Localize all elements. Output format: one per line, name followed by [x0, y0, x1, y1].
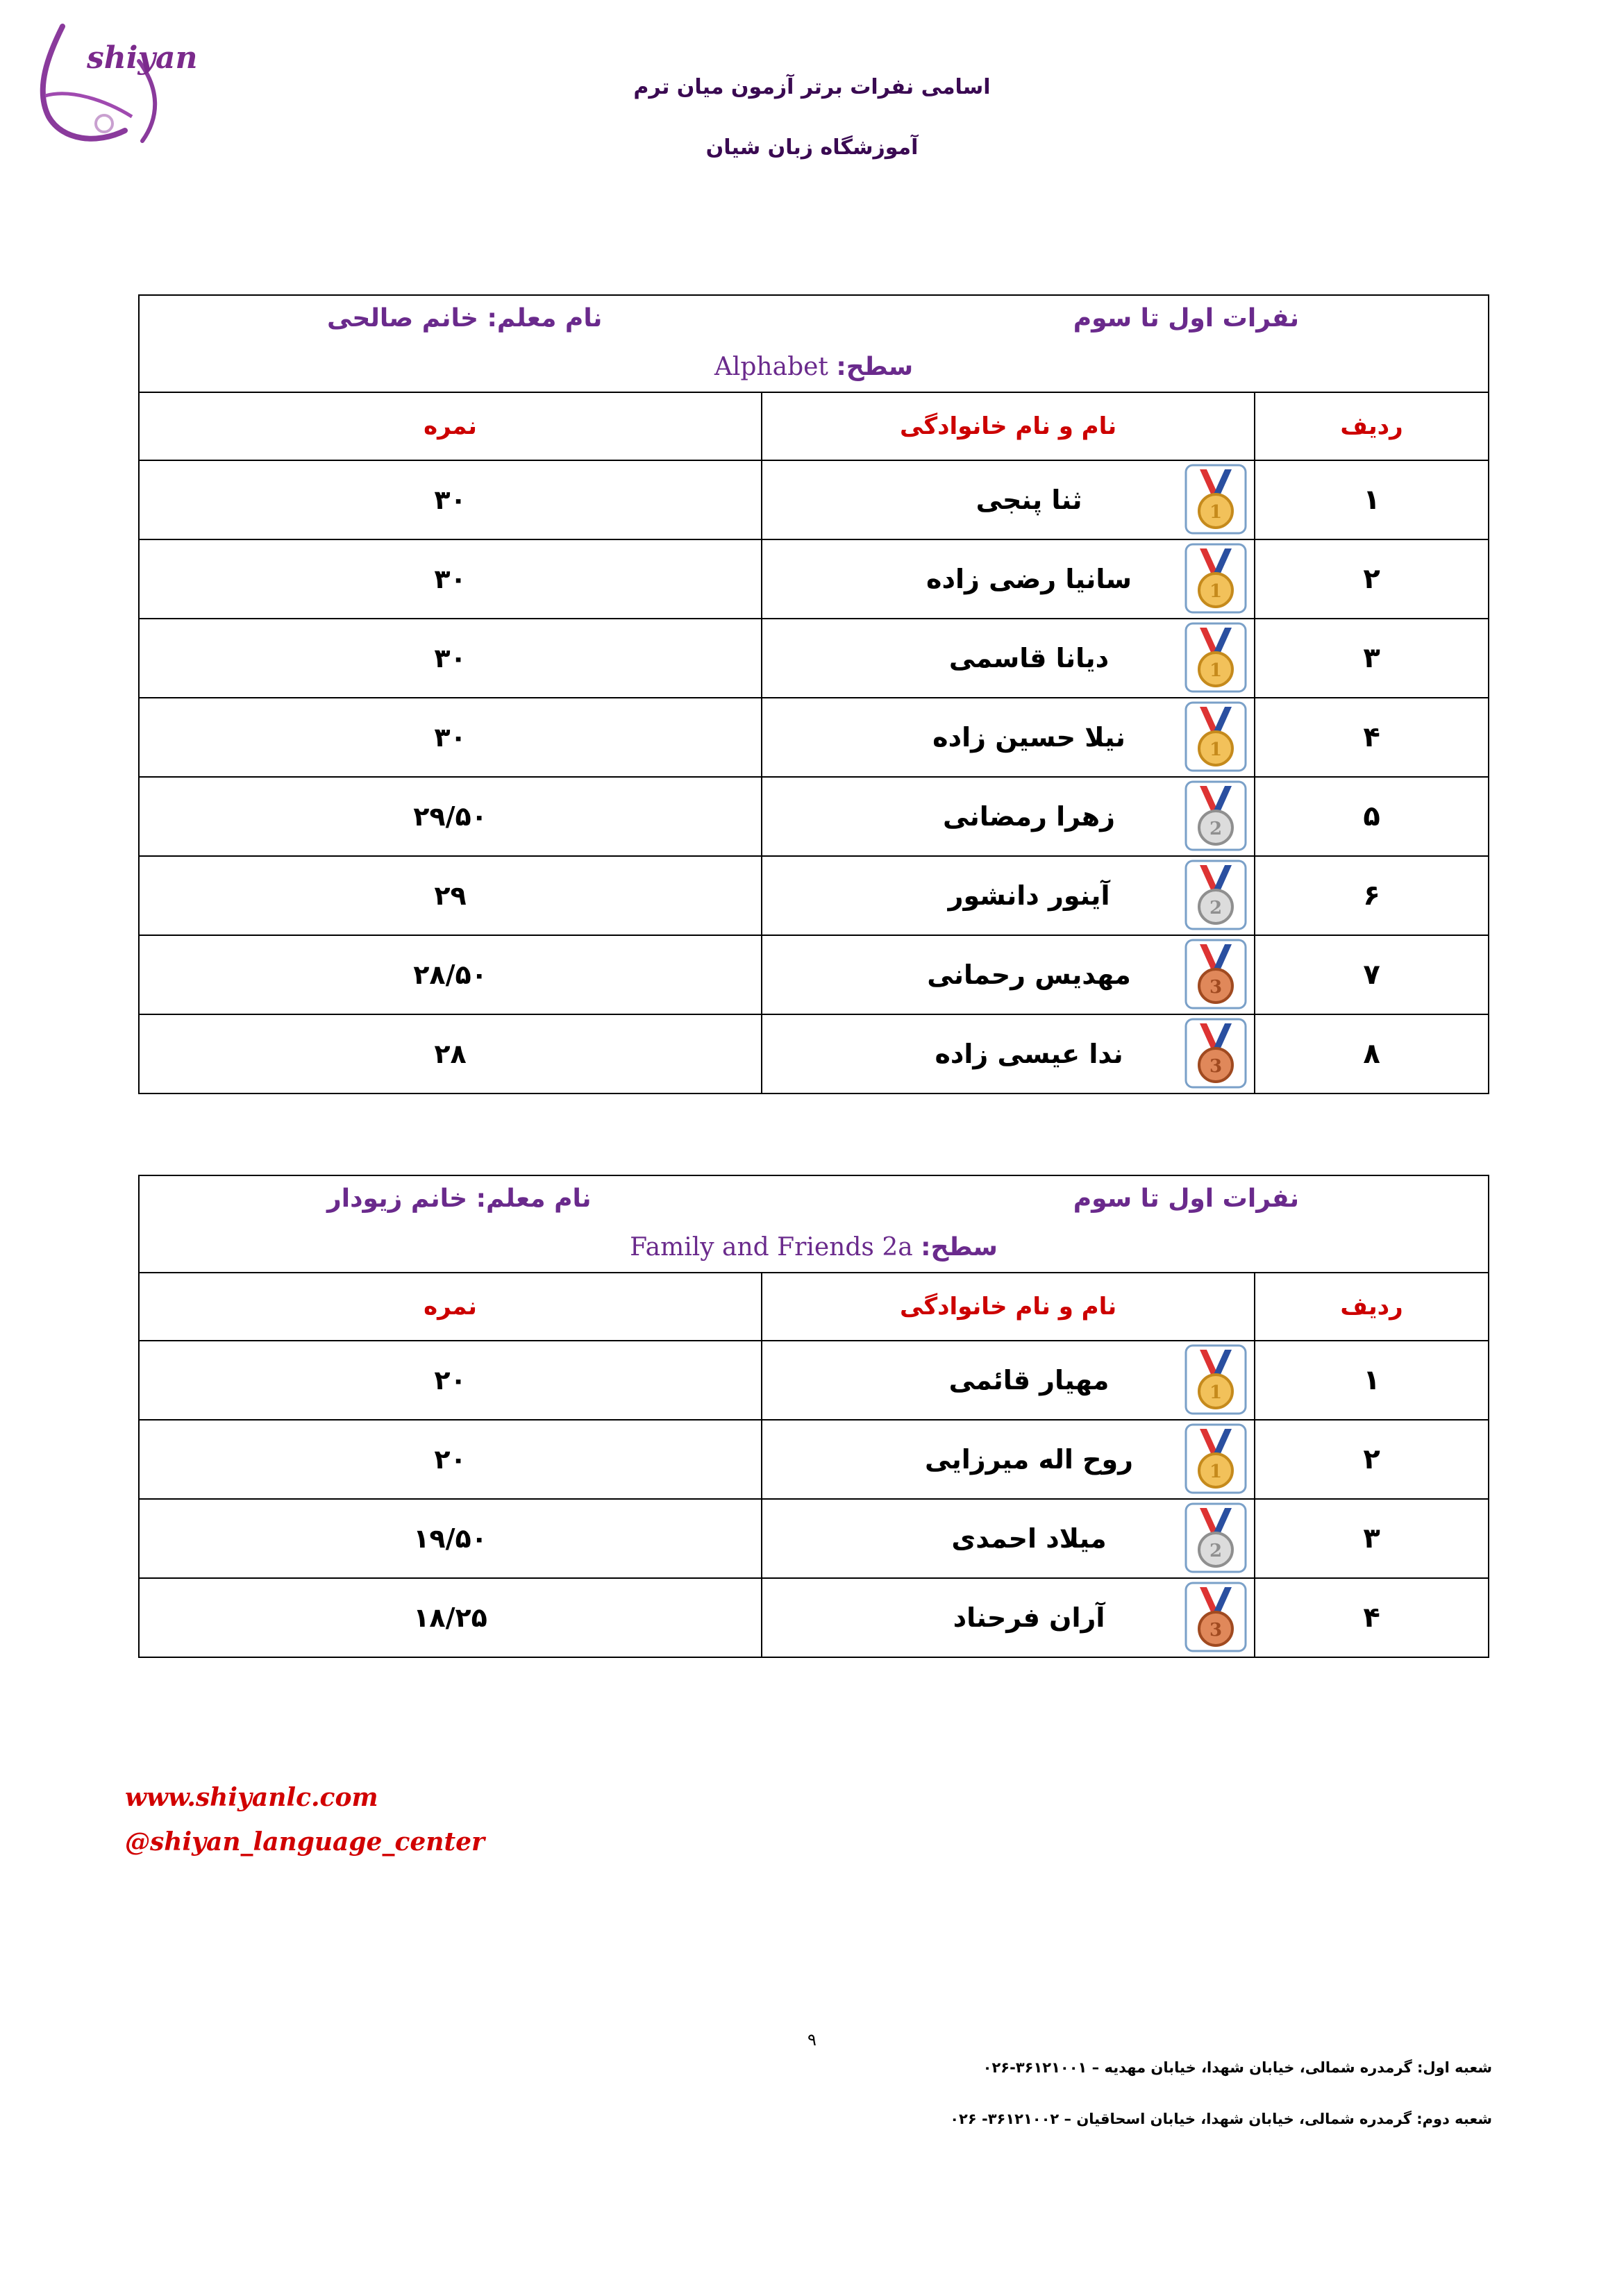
- rank-cell: ۸: [1255, 1014, 1489, 1093]
- branch-address-1: شعبه اول: گرمدره شمالی، خیابان شهدا، خیابان مهدیه – ۳۶۱۲۱۰۰۱-۰۲۶: [982, 2059, 1492, 2076]
- bronze-medal-icon: [1184, 1582, 1247, 1652]
- student-name-cell: [762, 1014, 1255, 1093]
- table-row: [139, 1578, 1489, 1657]
- student-name-cell: [762, 935, 1255, 1014]
- gold-medal-icon: [1184, 543, 1247, 614]
- student-name: سانیا رضی زاده: [926, 564, 1132, 594]
- svg-text:2: 2: [1209, 1541, 1223, 1561]
- level-key: سطح:: [921, 1233, 998, 1262]
- table-row: [139, 698, 1489, 777]
- gold-medal-icon: [1184, 1344, 1247, 1415]
- table-row: [139, 1014, 1489, 1093]
- logo-text: shiyan: [87, 40, 198, 76]
- score-cell: ۳۰: [139, 460, 762, 539]
- student-name-cell: [762, 856, 1255, 935]
- student-name: نیلا حسین زاده: [932, 722, 1125, 753]
- column-header-rank: ردیف: [1255, 1273, 1489, 1341]
- level-value: Family and Friends 2a: [630, 1233, 913, 1262]
- rank-cell: ۵: [1255, 777, 1489, 856]
- svg-text:1: 1: [1209, 739, 1223, 760]
- top-ranks-label: نفرات اول تا سوم: [1073, 1184, 1300, 1213]
- table-header: [139, 1175, 1489, 1273]
- table-row: [139, 1341, 1489, 1420]
- score-cell: ۲۹/۵۰: [139, 777, 762, 856]
- website-link[interactable]: www.shiyanlc.com: [125, 1783, 378, 1812]
- top-ranks-label: نفرات اول تا سوم: [1073, 304, 1300, 333]
- score-cell: ۱۸/۲۵: [139, 1578, 762, 1657]
- gold-medal-icon: [1184, 701, 1247, 772]
- table-row: [139, 777, 1489, 856]
- student-name-cell: [762, 539, 1255, 619]
- ranking-table-family-and-friends: [138, 1175, 1489, 1658]
- student-name-cell: [762, 698, 1255, 777]
- student-name-cell: [762, 1499, 1255, 1578]
- bronze-medal-icon: [1184, 1018, 1247, 1089]
- gold-medal-icon: [1184, 464, 1247, 535]
- student-name: میلاد احمدی: [951, 1523, 1107, 1554]
- table-row: [139, 1420, 1489, 1499]
- student-name-cell: [762, 1420, 1255, 1499]
- table-row: [139, 619, 1489, 698]
- table-row: [139, 460, 1489, 539]
- score-cell: ۳۰: [139, 619, 762, 698]
- rank-cell: ۱: [1255, 1341, 1489, 1420]
- rank-cell: ۳: [1255, 619, 1489, 698]
- student-name: مهدیس رحمانی: [927, 960, 1131, 990]
- table-row: [139, 1499, 1489, 1578]
- rank-cell: ۴: [1255, 698, 1489, 777]
- page-number: ۹: [807, 2030, 817, 2050]
- student-name-cell: [762, 777, 1255, 856]
- student-name: مهیار قائمی: [948, 1365, 1110, 1396]
- gold-medal-icon: [1184, 622, 1247, 693]
- score-cell: ۳۰: [139, 539, 762, 619]
- page-title: اسامی نفرات برتر آزمون میان ترم: [633, 75, 991, 99]
- student-name-cell: [762, 619, 1255, 698]
- column-header-rank: ردیف: [1255, 392, 1489, 460]
- column-header-name: نام و نام خانوادگی: [762, 1273, 1255, 1341]
- student-name-cell: [762, 460, 1255, 539]
- page-subtitle: آموزشگاه زبان شیان: [705, 135, 919, 160]
- score-cell: ۲۰: [139, 1341, 762, 1420]
- gold-medal-icon: [1184, 1423, 1247, 1494]
- rank-cell: ۱: [1255, 460, 1489, 539]
- table-row: [139, 935, 1489, 1014]
- teacher-name: نام معلم: خانم زیودار: [327, 1184, 592, 1213]
- score-cell: ۲۸/۵۰: [139, 935, 762, 1014]
- svg-text:1: 1: [1209, 660, 1223, 681]
- svg-text:2: 2: [1209, 898, 1223, 919]
- instagram-handle[interactable]: @shiyan_language_center: [125, 1827, 485, 1857]
- svg-text:2: 2: [1209, 819, 1223, 839]
- ranking-table-alphabet: [138, 294, 1489, 1094]
- student-name: آینور دانشور: [948, 880, 1110, 911]
- bronze-medal-icon: [1184, 939, 1247, 1009]
- score-cell: ۲۹: [139, 856, 762, 935]
- rank-cell: ۷: [1255, 935, 1489, 1014]
- rank-cell: ۳: [1255, 1499, 1489, 1578]
- student-name: ندا عیسی زاده: [935, 1039, 1123, 1069]
- column-header-score: نمره: [139, 1273, 762, 1341]
- column-header-score: نمره: [139, 392, 762, 460]
- rank-cell: ۶: [1255, 856, 1489, 935]
- score-cell: ۳۰: [139, 698, 762, 777]
- level-line: [140, 353, 1488, 381]
- svg-text:1: 1: [1209, 581, 1223, 602]
- column-header-name: نام و نام خانوادگی: [762, 392, 1255, 460]
- svg-text:3: 3: [1209, 1056, 1223, 1077]
- svg-text:1: 1: [1209, 502, 1223, 523]
- student-name-cell: [762, 1341, 1255, 1420]
- table-header: [139, 295, 1489, 392]
- student-name: دیانا قاسمی: [948, 643, 1110, 673]
- student-name: زهرا رمضانی: [943, 801, 1115, 832]
- teacher-name: نام معلم: خانم صالحی: [327, 304, 603, 333]
- student-name: آران فرحناد: [953, 1602, 1105, 1633]
- score-cell: ۲۸: [139, 1014, 762, 1093]
- svg-text:1: 1: [1209, 1382, 1223, 1403]
- score-cell: ۱۹/۵۰: [139, 1499, 762, 1578]
- student-name: ثنا پنجی: [976, 485, 1082, 515]
- table-row: [139, 539, 1489, 619]
- silver-medal-icon: [1184, 780, 1247, 851]
- table-row: [139, 856, 1489, 935]
- branch-address-2: شعبه دوم: گرمدره شمالی، خیابان شهدا، خیابان اسحاقیان – ۳۶۱۲۱۰۰۲- ۰۲۶: [950, 2111, 1492, 2127]
- student-name: روح اله میرزایی: [925, 1444, 1134, 1475]
- level-key: سطح:: [836, 353, 914, 381]
- silver-medal-icon: [1184, 860, 1247, 930]
- svg-text:1: 1: [1209, 1461, 1223, 1482]
- rank-cell: ۲: [1255, 1420, 1489, 1499]
- level-line: [140, 1233, 1488, 1262]
- rank-cell: ۴: [1255, 1578, 1489, 1657]
- score-cell: ۲۰: [139, 1420, 762, 1499]
- rank-cell: ۲: [1255, 539, 1489, 619]
- level-value: Alphabet: [714, 353, 828, 381]
- svg-text:3: 3: [1209, 977, 1223, 998]
- silver-medal-icon: [1184, 1502, 1247, 1573]
- svg-text:3: 3: [1209, 1620, 1223, 1641]
- student-name-cell: [762, 1578, 1255, 1657]
